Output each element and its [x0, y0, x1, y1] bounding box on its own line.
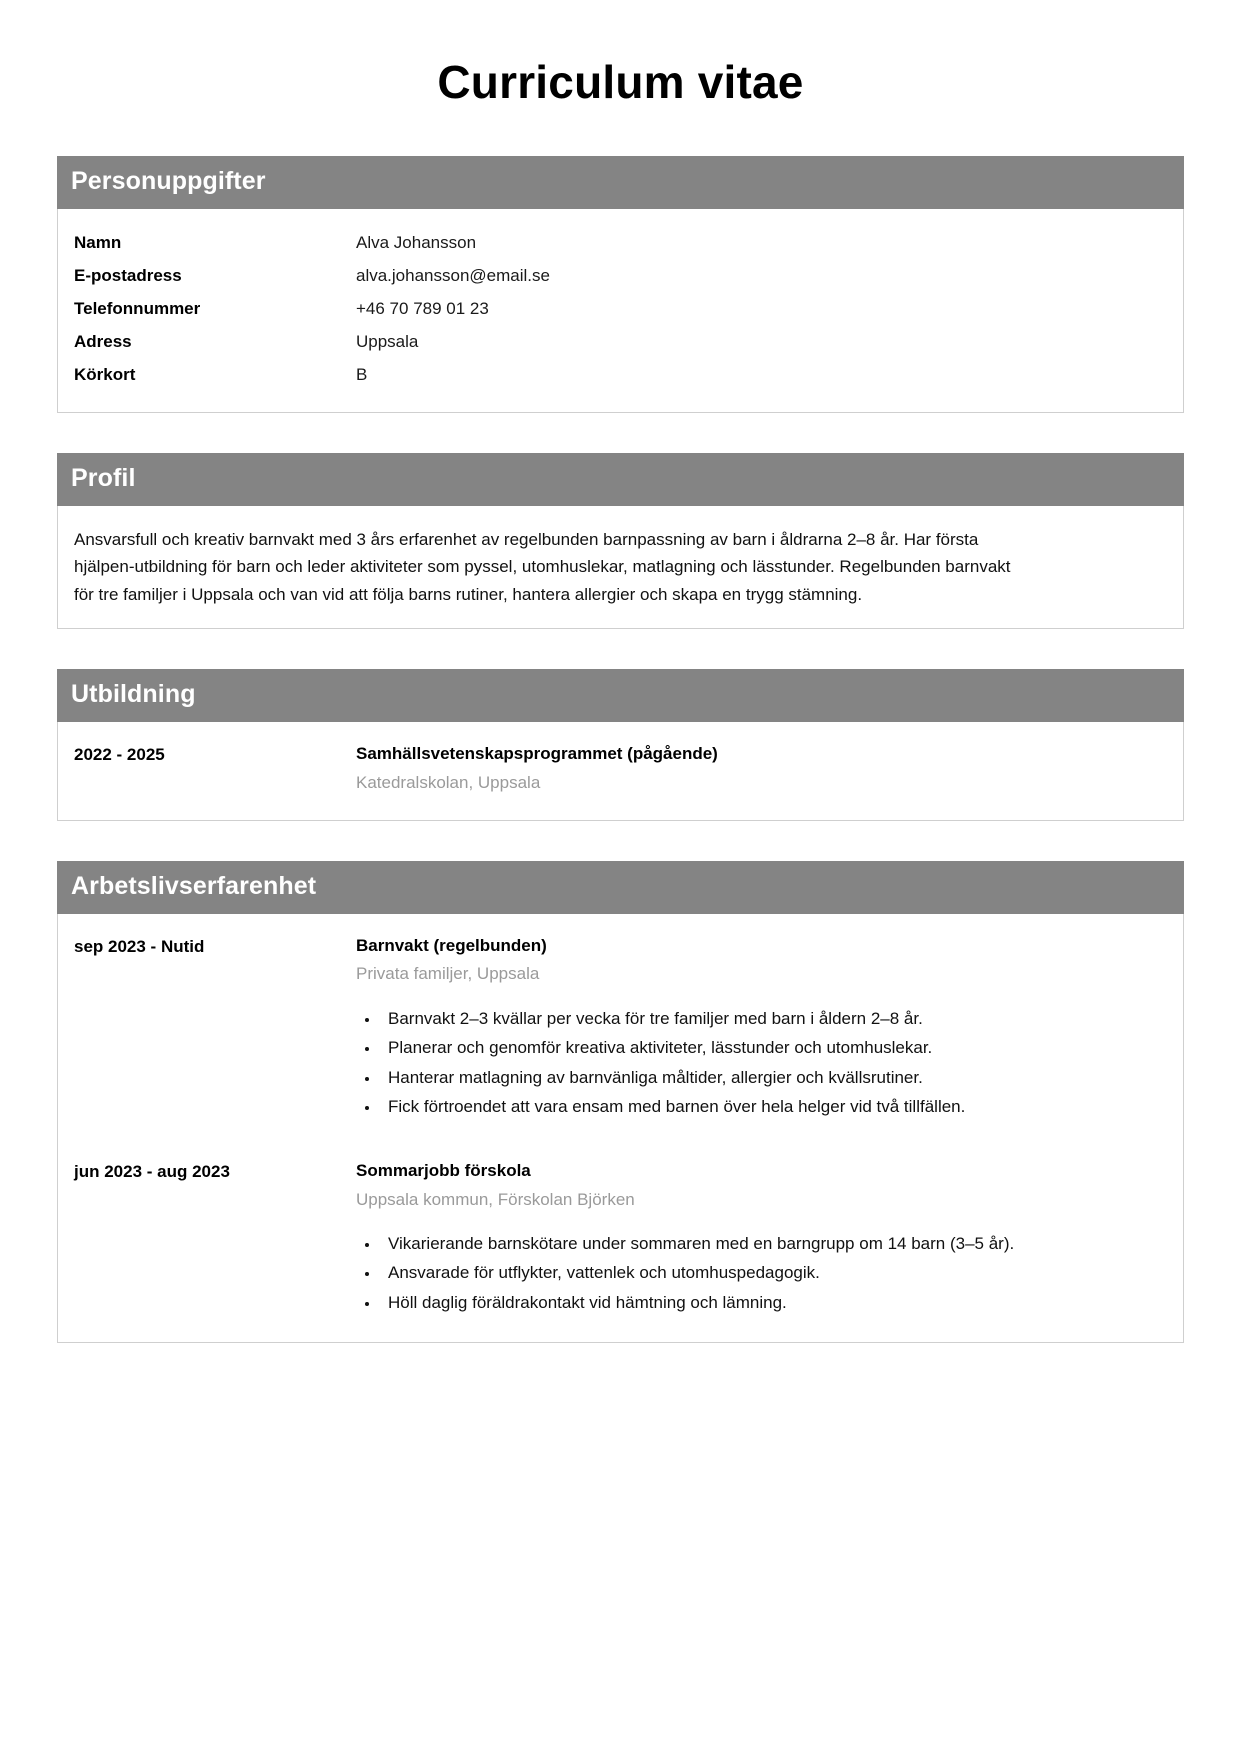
- list-item: • Ansvarade för utflykter, vattenlek och utomhuspedagogik.: [380, 1259, 1167, 1287]
- entry-organization: Privata familjer, Uppsala: [356, 964, 540, 984]
- detail-value: B: [356, 364, 368, 384]
- detail-value: +46 70 789 01 23: [356, 298, 489, 318]
- entry-organization: Uppsala kommun, Förskolan Björken: [356, 1189, 635, 1209]
- entry-title: Barnvakt (regelbunden): [356, 935, 547, 955]
- entry-bullet-list: [356, 1230, 1167, 1317]
- detail-label: Körkort: [74, 364, 136, 384]
- detail-row-email: [74, 260, 1167, 293]
- entry-main: [356, 742, 1167, 796]
- section-profile: [57, 453, 1184, 629]
- entry-title: Samhällsvetenskapsprogrammet (pågående): [356, 744, 718, 764]
- section-education: [57, 669, 1184, 821]
- detail-label: Telefonnummer: [74, 298, 201, 318]
- section-body-education: [57, 722, 1184, 821]
- detail-row-phone: [74, 293, 1167, 326]
- entry-date: 2022 - 2025: [74, 745, 165, 765]
- entry-date: jun 2023 - aug 2023: [74, 1161, 230, 1181]
- section-heading-experience: Arbetslivserfarenhet: [57, 861, 1184, 914]
- list-item: • Fick förtroendet att vara ensam med barnen över hela helger vid två tillfällen.: [380, 1093, 1167, 1121]
- section-heading-profile: Profil: [57, 453, 1184, 506]
- list-item: • Höll daglig föräldrakontakt vid hämtning och lämning.: [380, 1289, 1167, 1317]
- detail-row-namn: [74, 227, 1167, 260]
- page-title: Curriculum vitae: [437, 56, 804, 108]
- detail-row-license: [74, 359, 1167, 392]
- section-heading-personal: Personuppgifter: [57, 156, 1184, 209]
- detail-value: Alva Johansson: [356, 232, 477, 252]
- section-body-personal: [57, 209, 1184, 413]
- section-heading-education: Utbildning: [57, 669, 1184, 722]
- profile-paragraph: Ansvarsfull och kreativ barnvakt med 3 års erfarenhet av regelbunden barnpassning av barn i åldrarna 2–8 år. Har första hjälpen-utbildning för barn och leder aktiviteter som pyssel, utomhuslekar, matlagning och lässtunder. Regelbunden barnvakt för tre familjer i Uppsala och van vid att följa barns rutiner, hantera allergier och skapa en trygg stämning.: [74, 529, 1011, 604]
- entry-date: sep 2023 - Nutid: [74, 936, 205, 956]
- list-item: • Hanterar matlagning av barnvänliga måltider, allergier och kvällsrutiner.: [380, 1064, 1167, 1092]
- entry-title: Sommarjobb förskola: [356, 1160, 531, 1180]
- entry-main: [356, 934, 1167, 1123]
- experience-entry: [74, 1157, 1167, 1323]
- section-experience: [57, 861, 1184, 1343]
- entry-main: [356, 1159, 1167, 1319]
- education-entry: [74, 740, 1167, 800]
- list-item: • Vikarierande barnskötare under sommaren med en barngrupp om 14 barn (3–5 år).: [380, 1230, 1167, 1258]
- detail-row-address: [74, 326, 1167, 359]
- detail-value: Uppsala: [356, 331, 419, 351]
- section-body-experience: [57, 914, 1184, 1344]
- entry-organization: Katedralskolan, Uppsala: [356, 772, 541, 792]
- section-body-profile: [57, 506, 1184, 630]
- experience-entry: [74, 932, 1167, 1127]
- detail-label: Namn: [74, 232, 122, 252]
- detail-label: Adress: [74, 331, 132, 351]
- detail-label: E-postadress: [74, 265, 182, 285]
- list-item: • Barnvakt 2–3 kvällar per vecka för tre familjer med barn i åldern 2–8 år.: [380, 1005, 1167, 1033]
- list-item: • Planerar och genomför kreativa aktiviteter, lässtunder och utomhuslekar.: [380, 1034, 1167, 1062]
- detail-value: alva.johansson@email.se: [356, 265, 550, 285]
- entry-bullet-list: [356, 1005, 1167, 1121]
- section-personal-details: [57, 156, 1184, 413]
